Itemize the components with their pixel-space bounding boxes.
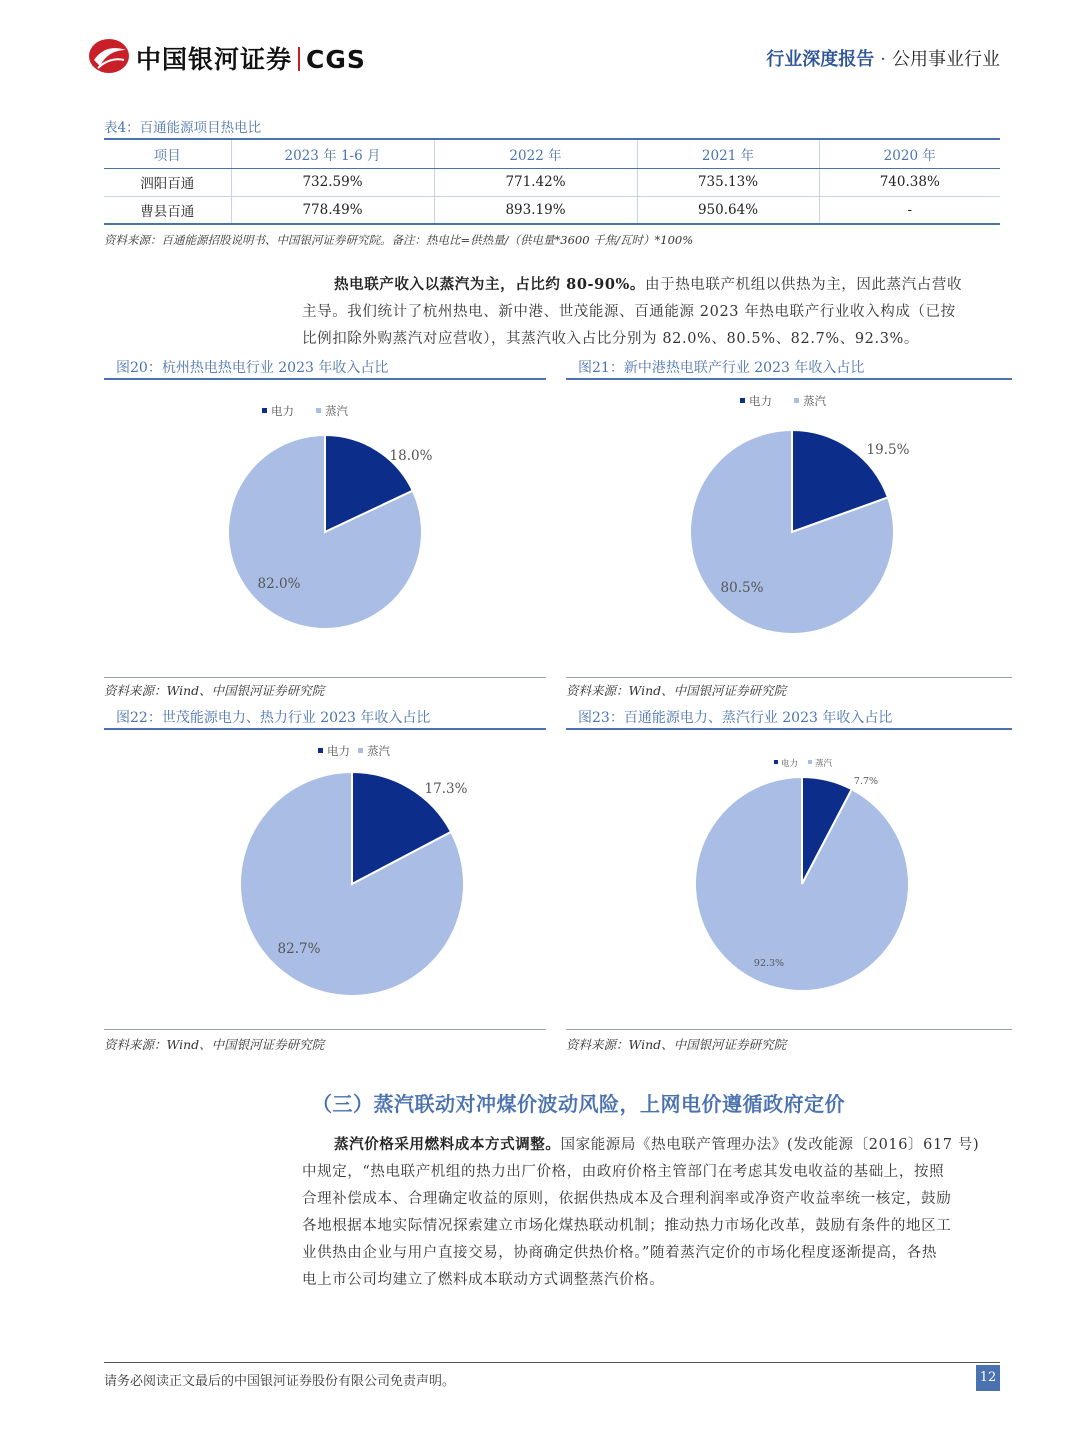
logo-wordmark: 中国银河证券 CGS — [136, 45, 366, 74]
figure-20-label-steam: 82.0% — [257, 576, 301, 592]
legend-steam-swatch — [358, 748, 363, 753]
industry-name: 公用事业行业 — [892, 49, 1000, 70]
figure-22-label-electric: 17.3% — [424, 781, 468, 797]
figure-22-title: 图22：世茂能源电力、热力行业 2023 年收入占比 — [116, 710, 431, 726]
figure-23-source: 资料来源：Wind、中国银河证券研究院 — [566, 1037, 787, 1052]
figure-divider — [566, 677, 1012, 678]
figure-21-title: 图21：新中港热电联产行业 2023 年收入占比 — [578, 360, 865, 376]
legend-steam-swatch — [794, 398, 799, 403]
table-header-cell: 项目 — [104, 139, 231, 168]
header-report-label: 行业深度报告 · 公用事业行业 — [766, 49, 1000, 70]
table-cell: 曹县百通 — [104, 196, 231, 224]
figure-20-source: 资料来源：Wind、中国银河证券研究院 — [104, 683, 325, 698]
table-cell: 732.59% — [231, 168, 434, 196]
figure-23-title: 图23：百通能源电力、蒸汽行业 2023 年收入占比 — [578, 710, 893, 726]
table-title: 表4：百通能源项目热电比 — [104, 120, 262, 136]
table-cell: 740.38% — [819, 168, 1000, 196]
figure-21-source: 资料来源：Wind、中国银河证券研究院 — [566, 683, 787, 698]
figure-23-label-electric: 7.7% — [853, 776, 879, 787]
figure-22-label-steam: 82.7% — [277, 941, 321, 957]
figure-21-legend: 电力 蒸汽 — [740, 393, 826, 409]
table-cell: 893.19% — [434, 196, 637, 224]
figure-divider — [566, 378, 1012, 380]
table-header-cell: 2021 年 — [637, 139, 819, 168]
figure-20-legend: 电力 蒸汽 — [262, 403, 348, 419]
figure-23-legend: 电力 蒸汽 — [774, 757, 832, 769]
page-number: 12 — [976, 1365, 1000, 1391]
table-cell: 771.42% — [434, 168, 637, 196]
table-header-cell: 2020 年 — [819, 139, 1000, 168]
figure-20-label-electric: 18.0% — [389, 448, 433, 464]
figure-divider — [104, 677, 546, 678]
figure-21-label-electric: 19.5% — [866, 442, 910, 458]
table-header-cell: 2022 年 — [434, 139, 637, 168]
legend-steam-swatch — [808, 760, 812, 764]
figure-divider — [566, 728, 1012, 730]
figure-23-label-steam: 92.3% — [753, 958, 785, 969]
figure-divider — [104, 728, 546, 730]
figure-22-legend: 电力 蒸汽 — [318, 743, 390, 759]
figure-22-source: 资料来源：Wind、中国银河证券研究院 — [104, 1037, 325, 1052]
figure-23-slice-steam — [695, 777, 909, 991]
table-cell: 735.13% — [637, 168, 819, 196]
footer-disclaimer: 请务必阅读正文最后的中国银河证券股份有限公司免责声明。 — [104, 1374, 456, 1389]
table-cell: 778.49% — [231, 196, 434, 224]
legend-electric-swatch — [740, 398, 745, 403]
legend-electric-swatch — [318, 748, 323, 753]
table-header-cell: 2023 年 1-6 月 — [231, 139, 434, 168]
figure-divider — [104, 1029, 546, 1030]
paragraph-lead: 蒸汽价格采用燃料成本方式调整。 — [334, 1136, 561, 1153]
table-source-note: 资料来源：百通能源招股说明书、中国银河证券研究院。备注：热电比=供热量/（供电量*3600 千焦/瓦时）*100% — [104, 233, 694, 247]
table-cell: - — [819, 196, 1000, 224]
section-heading: （三）蒸汽联动对冲煤价波动风险，上网电价遵循政府定价 — [312, 1092, 845, 1116]
steam-price-paragraph: 蒸汽价格采用燃料成本方式调整。国家能源局《热电联产管理办法》(发改能源〔2016〕617 号) 中规定，“热电联产机组的热力出厂价格，由政府价格主管部门在考虑其发电收益的基础上，按照 合理补偿成本、合理确定收益的原则，依据供热成本及合理利润率或净资产收益率统一核定，鼓励 各地根据本地实际情况探索建立市场化煤热联动机制；推动热力市场化改革，鼓励有条件的地区工 业供热由企业与用户直接交易，协商确定供热价格。”随着蒸汽定价的市场化程度逐渐提高，各热 电上市公司均建立了燃料成本联动方式调整蒸汽价格。 — [302, 1136, 980, 1288]
paragraph-lead: 热电联产收入以蒸汽为主，占比约 80-90%。 — [334, 276, 645, 293]
table-cell: 泗阳百通 — [104, 168, 231, 196]
figure-20-title: 图20：杭州热电热电行业 2023 年收入占比 — [116, 360, 389, 376]
footer-divider — [104, 1362, 1000, 1363]
report-type: 行业深度报告 — [766, 49, 875, 70]
legend-electric-swatch — [774, 760, 778, 764]
revenue-paragraph: 热电联产收入以蒸汽为主，占比约 80-90%。由于热电联产机组以供热为主，因此蒸汽占营收 主导。我们统计了杭州热电、新中港、世茂能源、百通能源 2023 年热电联产行业收入构成（已按 比例扣除外购蒸汽对应营收），其蒸汽收入占比分别为 82.0%、80.5%、82.7%、92.3%。 — [302, 276, 963, 347]
table-cell: 950.64% — [637, 196, 819, 224]
figure-divider — [566, 1029, 1012, 1030]
figure-21-label-steam: 80.5% — [720, 580, 764, 596]
